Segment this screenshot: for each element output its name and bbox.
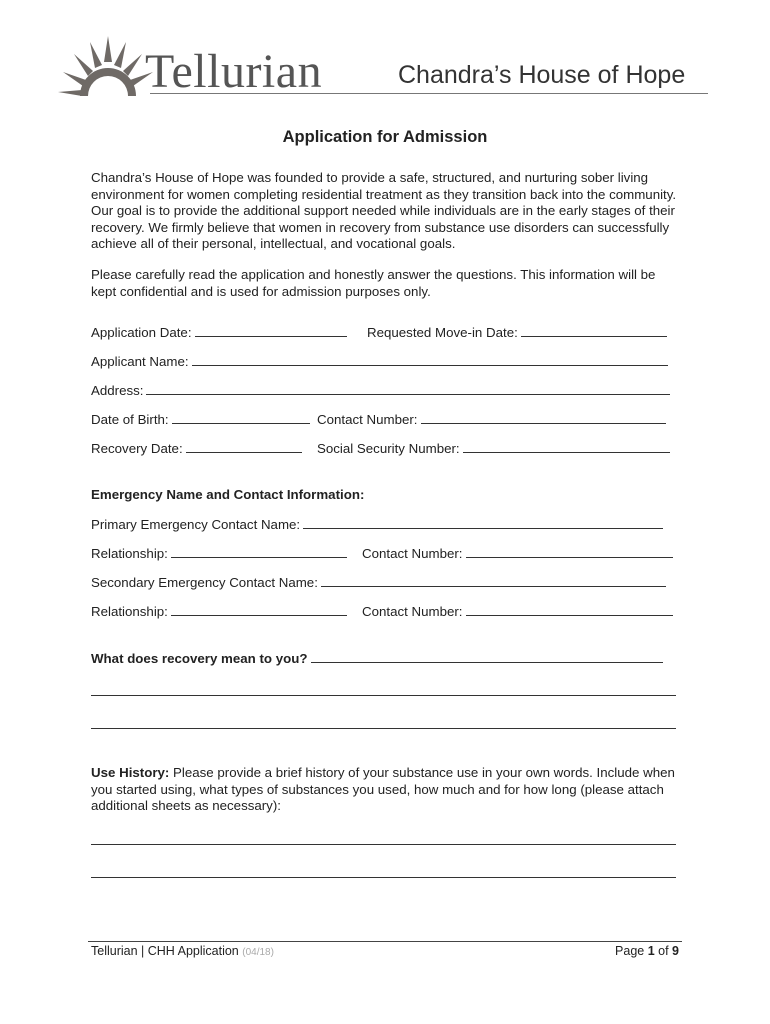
primary-contact-field[interactable] <box>303 516 663 529</box>
relationship-1-field[interactable] <box>171 545 347 558</box>
brand-name: Tellurian <box>145 45 323 98</box>
use-history-line-2[interactable] <box>91 877 676 878</box>
contact-2-label: Contact Number: <box>362 604 463 619</box>
application-date-field[interactable] <box>195 324 347 337</box>
recovery-answer-field-1[interactable] <box>311 650 663 663</box>
ssn-field[interactable] <box>463 440 670 453</box>
primary-contact-label: Primary Emergency Contact Name: <box>91 517 301 532</box>
contact-2-row <box>362 603 673 619</box>
use-history-text: Please provide a brief history of your substance use in your own words. Include when you started using, what types of substances you used, how much and for how long (please attach additional sheets as necessary): <box>91 765 675 813</box>
contact-1-field[interactable] <box>466 545 673 558</box>
recovery-date-row <box>91 440 302 456</box>
contact-1-row <box>362 545 673 561</box>
recovery-answer-line-3[interactable] <box>91 728 676 729</box>
sunrise-icon <box>58 32 158 100</box>
org-title: Chandra’s House of Hope <box>398 61 686 89</box>
page-prefix: Page <box>615 944 648 958</box>
dob-field[interactable] <box>172 411 310 424</box>
dob-row <box>91 411 310 427</box>
move-in-date-label: Requested Move-in Date: <box>367 325 518 340</box>
emergency-heading: Emergency Name and Contact Information: <box>91 487 365 502</box>
dob-label: Date of Birth: <box>91 412 169 427</box>
address-field[interactable] <box>146 382 670 395</box>
secondary-contact-field[interactable] <box>321 574 666 587</box>
use-history-paragraph <box>91 765 681 815</box>
move-in-date-row <box>367 324 667 340</box>
contact-1-label: Contact Number: <box>362 546 463 561</box>
contact-number-row <box>317 411 666 427</box>
use-history-line-1[interactable] <box>91 844 676 845</box>
page-title: Application for Admission <box>282 128 488 146</box>
contact-number-field[interactable] <box>421 411 666 424</box>
header-divider <box>150 93 708 94</box>
footer-divider <box>88 941 682 942</box>
recovery-question-row <box>91 650 663 666</box>
instructions-paragraph: Please carefully read the application and honestly answer the questions. This information will be kept confidential and is used for admission purposes only. <box>91 267 656 299</box>
address-row <box>91 382 670 398</box>
footer-left <box>91 944 274 958</box>
recovery-date-field[interactable] <box>186 440 302 453</box>
address-label: Address: <box>91 383 144 398</box>
relationship-2-field[interactable] <box>171 603 347 616</box>
footer-doc-name: Tellurian | CHH Application <box>91 944 243 958</box>
secondary-contact-label: Secondary Emergency Contact Name: <box>91 575 318 590</box>
recovery-question-label: What does recovery mean to you? <box>91 651 308 666</box>
contact-number-label: Contact Number: <box>317 412 418 427</box>
application-date-row <box>91 324 347 340</box>
secondary-contact-row <box>91 574 666 590</box>
applicant-name-field[interactable] <box>192 353 668 366</box>
application-date-label: Application Date: <box>91 325 192 340</box>
ssn-row <box>317 440 670 456</box>
recovery-answer-line-2[interactable] <box>91 695 676 696</box>
footer-version: (04/18) <box>242 947 274 958</box>
move-in-date-field[interactable] <box>521 324 667 337</box>
relationship-2-row <box>91 603 347 619</box>
ssn-label: Social Security Number: <box>317 441 460 456</box>
use-history-label: Use History: <box>91 765 170 780</box>
page-number <box>615 944 679 958</box>
recovery-date-label: Recovery Date: <box>91 441 183 456</box>
relationship-1-label: Relationship: <box>91 546 168 561</box>
page-of: of <box>654 944 673 958</box>
applicant-name-label: Applicant Name: <box>91 354 189 369</box>
applicant-name-row <box>91 353 668 369</box>
relationship-1-row <box>91 545 347 561</box>
relationship-2-label: Relationship: <box>91 604 168 619</box>
page-current: 1 <box>647 944 655 958</box>
page-total: 9 <box>672 944 679 958</box>
intro-paragraph: Chandra’s House of Hope was founded to provide a safe, structured, and nurturing sober living environment for women completing residential treatment as they transition back into the community. Our goal is to provide the additional support needed while individuals are in the early stages of their recovery. We firmly believe that women in recovery from substance use disorders can successfully achieve all of their personal, intellectual, and vocational goals. <box>91 170 677 251</box>
contact-2-field[interactable] <box>466 603 673 616</box>
primary-contact-row <box>91 516 663 532</box>
